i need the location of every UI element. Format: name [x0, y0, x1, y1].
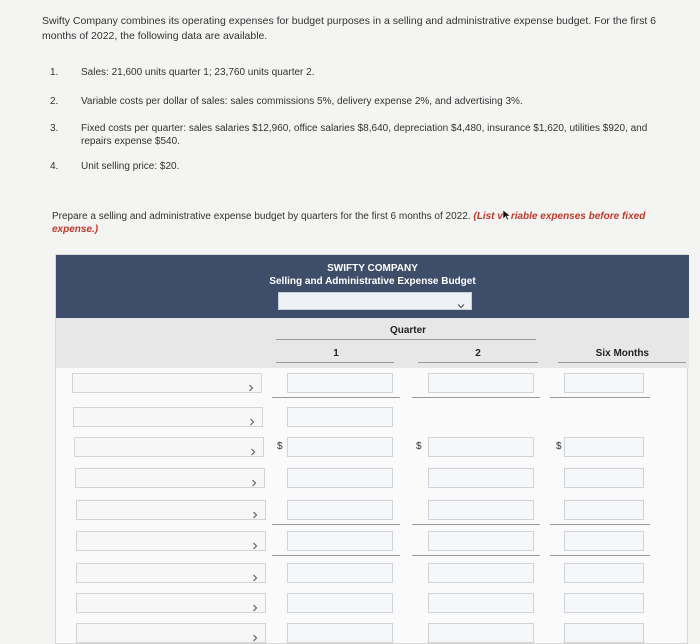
- q1-amount-input[interactable]: [287, 531, 393, 551]
- divider: [272, 524, 400, 525]
- q1-amount-input[interactable]: [287, 468, 393, 488]
- q2-amount-input[interactable]: [428, 468, 534, 488]
- chevron-right-icon: [251, 599, 259, 607]
- quarter-group-header: Quarter: [389, 325, 427, 336]
- column-header-six-months: Six Months: [595, 348, 649, 359]
- divider: [550, 397, 650, 398]
- q2-amount-input[interactable]: [428, 373, 534, 393]
- q2-amount-input[interactable]: [428, 437, 534, 457]
- q1-amount-input[interactable]: [287, 593, 393, 613]
- chevron-down-icon: [457, 297, 465, 305]
- q1-amount-input[interactable]: [287, 437, 393, 457]
- six-months-amount-input[interactable]: [564, 500, 644, 520]
- six-months-amount-input[interactable]: [564, 373, 644, 393]
- q1-amount-input[interactable]: [287, 407, 393, 427]
- chevron-right-icon: [251, 506, 259, 514]
- budget-header: [56, 255, 689, 318]
- chevron-right-icon: [251, 629, 259, 637]
- divider: [558, 362, 686, 363]
- currency-symbol: $: [416, 441, 422, 452]
- requirement-text: Fixed costs per quarter: sales salaries $12,960, office salaries $8,640, depreciation $4,480, insurance $1,620, utilities $920, and repairs expense $540.: [81, 123, 648, 147]
- expense-label-select[interactable]: [76, 500, 266, 520]
- six-months-amount-input[interactable]: [564, 468, 644, 488]
- mouse-cursor-icon: [503, 210, 511, 220]
- six-months-amount-input[interactable]: [564, 437, 644, 457]
- requirement-text: Sales: 21,600 units quarter 1; 23,760 units quarter 2.: [81, 67, 315, 78]
- divider: [418, 362, 538, 363]
- q2-amount-input[interactable]: [428, 623, 534, 643]
- requirement-number: 1.: [50, 67, 59, 78]
- chevron-right-icon: [251, 537, 259, 545]
- expense-label-select[interactable]: [72, 373, 262, 393]
- requirement-number: 4.: [50, 161, 59, 172]
- chevron-right-icon: [247, 379, 255, 387]
- requirement-text: Variable costs per dollar of sales: sales commissions 5%, delivery expense 2%, and advertising 3%.: [81, 96, 523, 107]
- six-months-amount-input[interactable]: [564, 563, 644, 583]
- six-months-amount-input[interactable]: [564, 593, 644, 613]
- instruction-text: Prepare a selling and administrative expense budget by quarters for the first 6 months of 2022.: [52, 211, 471, 222]
- divider: [276, 362, 394, 363]
- requirement-number: 2.: [50, 96, 59, 107]
- company-name: SWIFTY COMPANY: [327, 263, 418, 274]
- chevron-right-icon: [249, 443, 257, 451]
- requirement-text: Unit selling price: $20.: [81, 161, 180, 172]
- q1-amount-input[interactable]: [287, 500, 393, 520]
- expense-label-select[interactable]: [75, 468, 265, 488]
- currency-symbol: $: [556, 441, 562, 452]
- expense-label-select[interactable]: [74, 437, 264, 457]
- divider: [412, 397, 540, 398]
- divider: [276, 339, 536, 340]
- expense-label-select[interactable]: [76, 531, 266, 551]
- q2-amount-input[interactable]: [428, 531, 534, 551]
- expense-label-select[interactable]: [76, 593, 266, 613]
- q1-amount-input[interactable]: [287, 373, 393, 393]
- six-months-amount-input[interactable]: [564, 531, 644, 551]
- q2-amount-input[interactable]: [428, 500, 534, 520]
- expense-label-select[interactable]: [73, 407, 263, 427]
- chevron-right-icon: [248, 413, 256, 421]
- q2-amount-input[interactable]: [428, 563, 534, 583]
- q1-amount-input[interactable]: [287, 563, 393, 583]
- six-months-amount-input[interactable]: [564, 623, 644, 643]
- divider: [550, 555, 650, 556]
- period-select[interactable]: [278, 292, 472, 310]
- divider: [412, 524, 540, 525]
- requirement-number: 3.: [50, 123, 59, 134]
- q1-amount-input[interactable]: [287, 623, 393, 643]
- column-header-q1: 1: [333, 348, 339, 359]
- problem-intro: Swifty Company combines its operating expenses for budget purposes in a selling and administrative expense budget. For the first 6 months of 2022, the following data are available.: [42, 15, 657, 42]
- instruction-note-start: (List v: [473, 211, 503, 222]
- divider: [272, 397, 400, 398]
- column-header-q2: 2: [475, 348, 481, 359]
- budget-title: Selling and Administrative Expense Budget: [269, 276, 476, 287]
- divider: [272, 555, 400, 556]
- chevron-right-icon: [250, 474, 258, 482]
- instructions: [52, 210, 652, 236]
- expense-label-select[interactable]: [76, 563, 266, 583]
- divider: [412, 555, 540, 556]
- chevron-right-icon: [251, 569, 259, 577]
- currency-symbol: $: [277, 441, 283, 452]
- budget-panel: [55, 254, 688, 644]
- column-header-band: [56, 318, 689, 368]
- q2-amount-input[interactable]: [428, 593, 534, 613]
- expense-label-select[interactable]: [76, 623, 266, 643]
- instruction-note-end: riable expenses before fixed expense.): [52, 211, 646, 235]
- divider: [550, 524, 650, 525]
